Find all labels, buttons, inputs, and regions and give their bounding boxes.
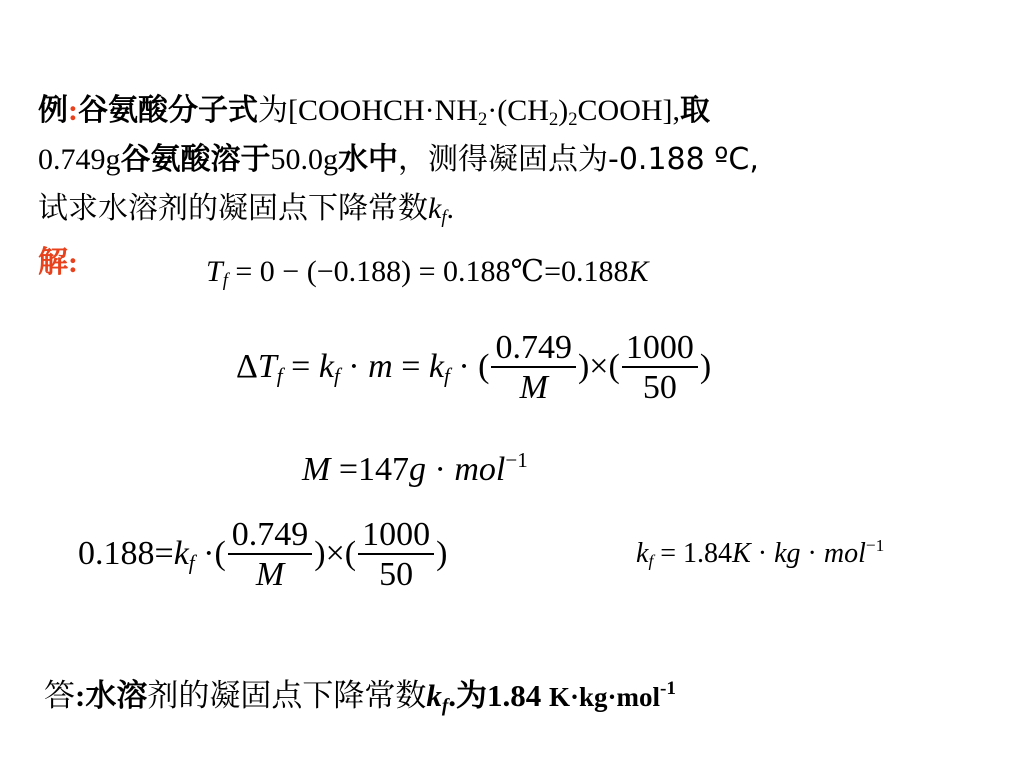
formula-text: 为[COOHCH·NH [258,94,478,127]
operator: · ( [449,347,490,385]
example-label: 例 [38,93,68,128]
exponent: −1 [865,536,885,555]
tf-symbol: T [257,347,277,385]
take-word: 取 [680,93,711,128]
formula-text: ·(CH [487,94,549,127]
operator: · [339,347,369,385]
equation-tf [206,254,649,292]
molar-mass-symbol: M [302,451,331,489]
fraction-mass-over-molar-mass [228,517,313,595]
mass-solute: 0.749g [38,143,121,176]
compound-name: 谷氨酸分子式 [78,93,258,128]
operator: · [426,451,455,489]
close-paren: ) [699,347,712,385]
question-text: 试求水溶剂的凝固点下降常数 [38,191,428,226]
denominator: 50 [642,369,677,406]
operator: = [282,347,319,385]
tf-symbol: T [206,255,223,288]
solution-label [38,244,78,282]
operator: · [800,537,824,569]
numerator: 0.749 [228,517,313,555]
denominator: 50 [379,556,414,593]
mol-unit: mol [454,451,506,489]
mass-solvent: 50.0g [270,143,338,176]
operator: ·( [194,534,226,572]
denominator: M [255,556,285,593]
kf-symbol: k [428,347,444,385]
dissolve-text: 谷氨酸溶于 [120,142,271,177]
answer-connector: .为 [448,677,487,713]
molar-mass-value: =147 [330,451,410,489]
kelvin-unit: K [732,537,751,569]
kf-subscript: f [441,695,449,717]
example-colon: : [68,94,78,127]
formula-sub: 2 [478,109,488,131]
problem-line-2 [38,141,759,179]
close-paren: ) [436,534,448,572]
tf-subscript: f [276,363,283,388]
formula-sub: 2 [568,109,578,131]
equation-molar-mass [302,448,528,489]
equation-delta-tf [236,330,711,408]
period: . [446,192,454,225]
equation-kf-result [636,536,884,572]
tf-expression: = 0 − (−0.188) = 0.188℃=0.188 [227,255,629,288]
kf-symbol: k [426,677,442,713]
answer-value: 1.84 [486,677,549,713]
fraction-1000-over-50 [622,330,698,408]
answer-exponent: -1 [660,678,677,699]
exponent: −1 [505,448,528,472]
answer-colon: : [75,677,86,713]
equation-kf-solve [78,517,447,595]
fraction-1000-over-50 [358,517,434,595]
answer-label: 答 [44,677,75,714]
tf-subscript: f [222,270,228,292]
freezing-point-text: ，测得凝固点为-0.188 ºC, [398,142,759,177]
problem-line-3 [38,190,454,237]
mol-unit: mol [823,537,866,569]
numerator: 0.749 [491,330,576,368]
answer-text-bold: 水溶 [85,677,148,714]
molality-symbol: m [368,347,393,385]
answer-text: 剂的凝固点下降常数 [147,677,427,714]
gram-unit: g [409,451,427,489]
kelvin-symbol: K [628,255,649,288]
kg-unit: kg [774,537,801,569]
kf-symbol: k [318,347,334,385]
numerator: 1000 [358,517,434,555]
kf-subscript: f [648,551,654,571]
solution-colon: : [68,246,78,279]
formula-text: ) [558,94,569,127]
operator: · [750,537,775,569]
fraction-mass-over-molar-mass [491,330,576,408]
kf-subscript: f [443,363,450,388]
answer-line [44,670,676,725]
lhs-value: 0.188= [78,534,174,572]
kf-subscript: f [188,550,195,575]
answer-unit: K·kg·mol [548,681,661,712]
operator: )×( [577,347,620,385]
kf-symbol: k [636,537,649,569]
operator: )×( [314,534,357,572]
water-text: 水中 [338,142,398,177]
kf-subscript: f [333,363,340,388]
formula-text: COOH], [577,94,681,127]
kf-value: = 1.84 [653,537,733,569]
formula-sub: 2 [548,109,559,131]
kf-symbol: k [173,534,189,572]
solution-word: 解 [38,245,68,280]
delta-symbol: Δ [236,347,258,385]
denominator: M [519,369,548,406]
kf-symbol: k [428,192,442,225]
problem-line-1 [38,92,710,139]
kf-subscript: f [441,207,447,229]
numerator: 1000 [622,330,698,368]
operator: = [392,347,429,385]
